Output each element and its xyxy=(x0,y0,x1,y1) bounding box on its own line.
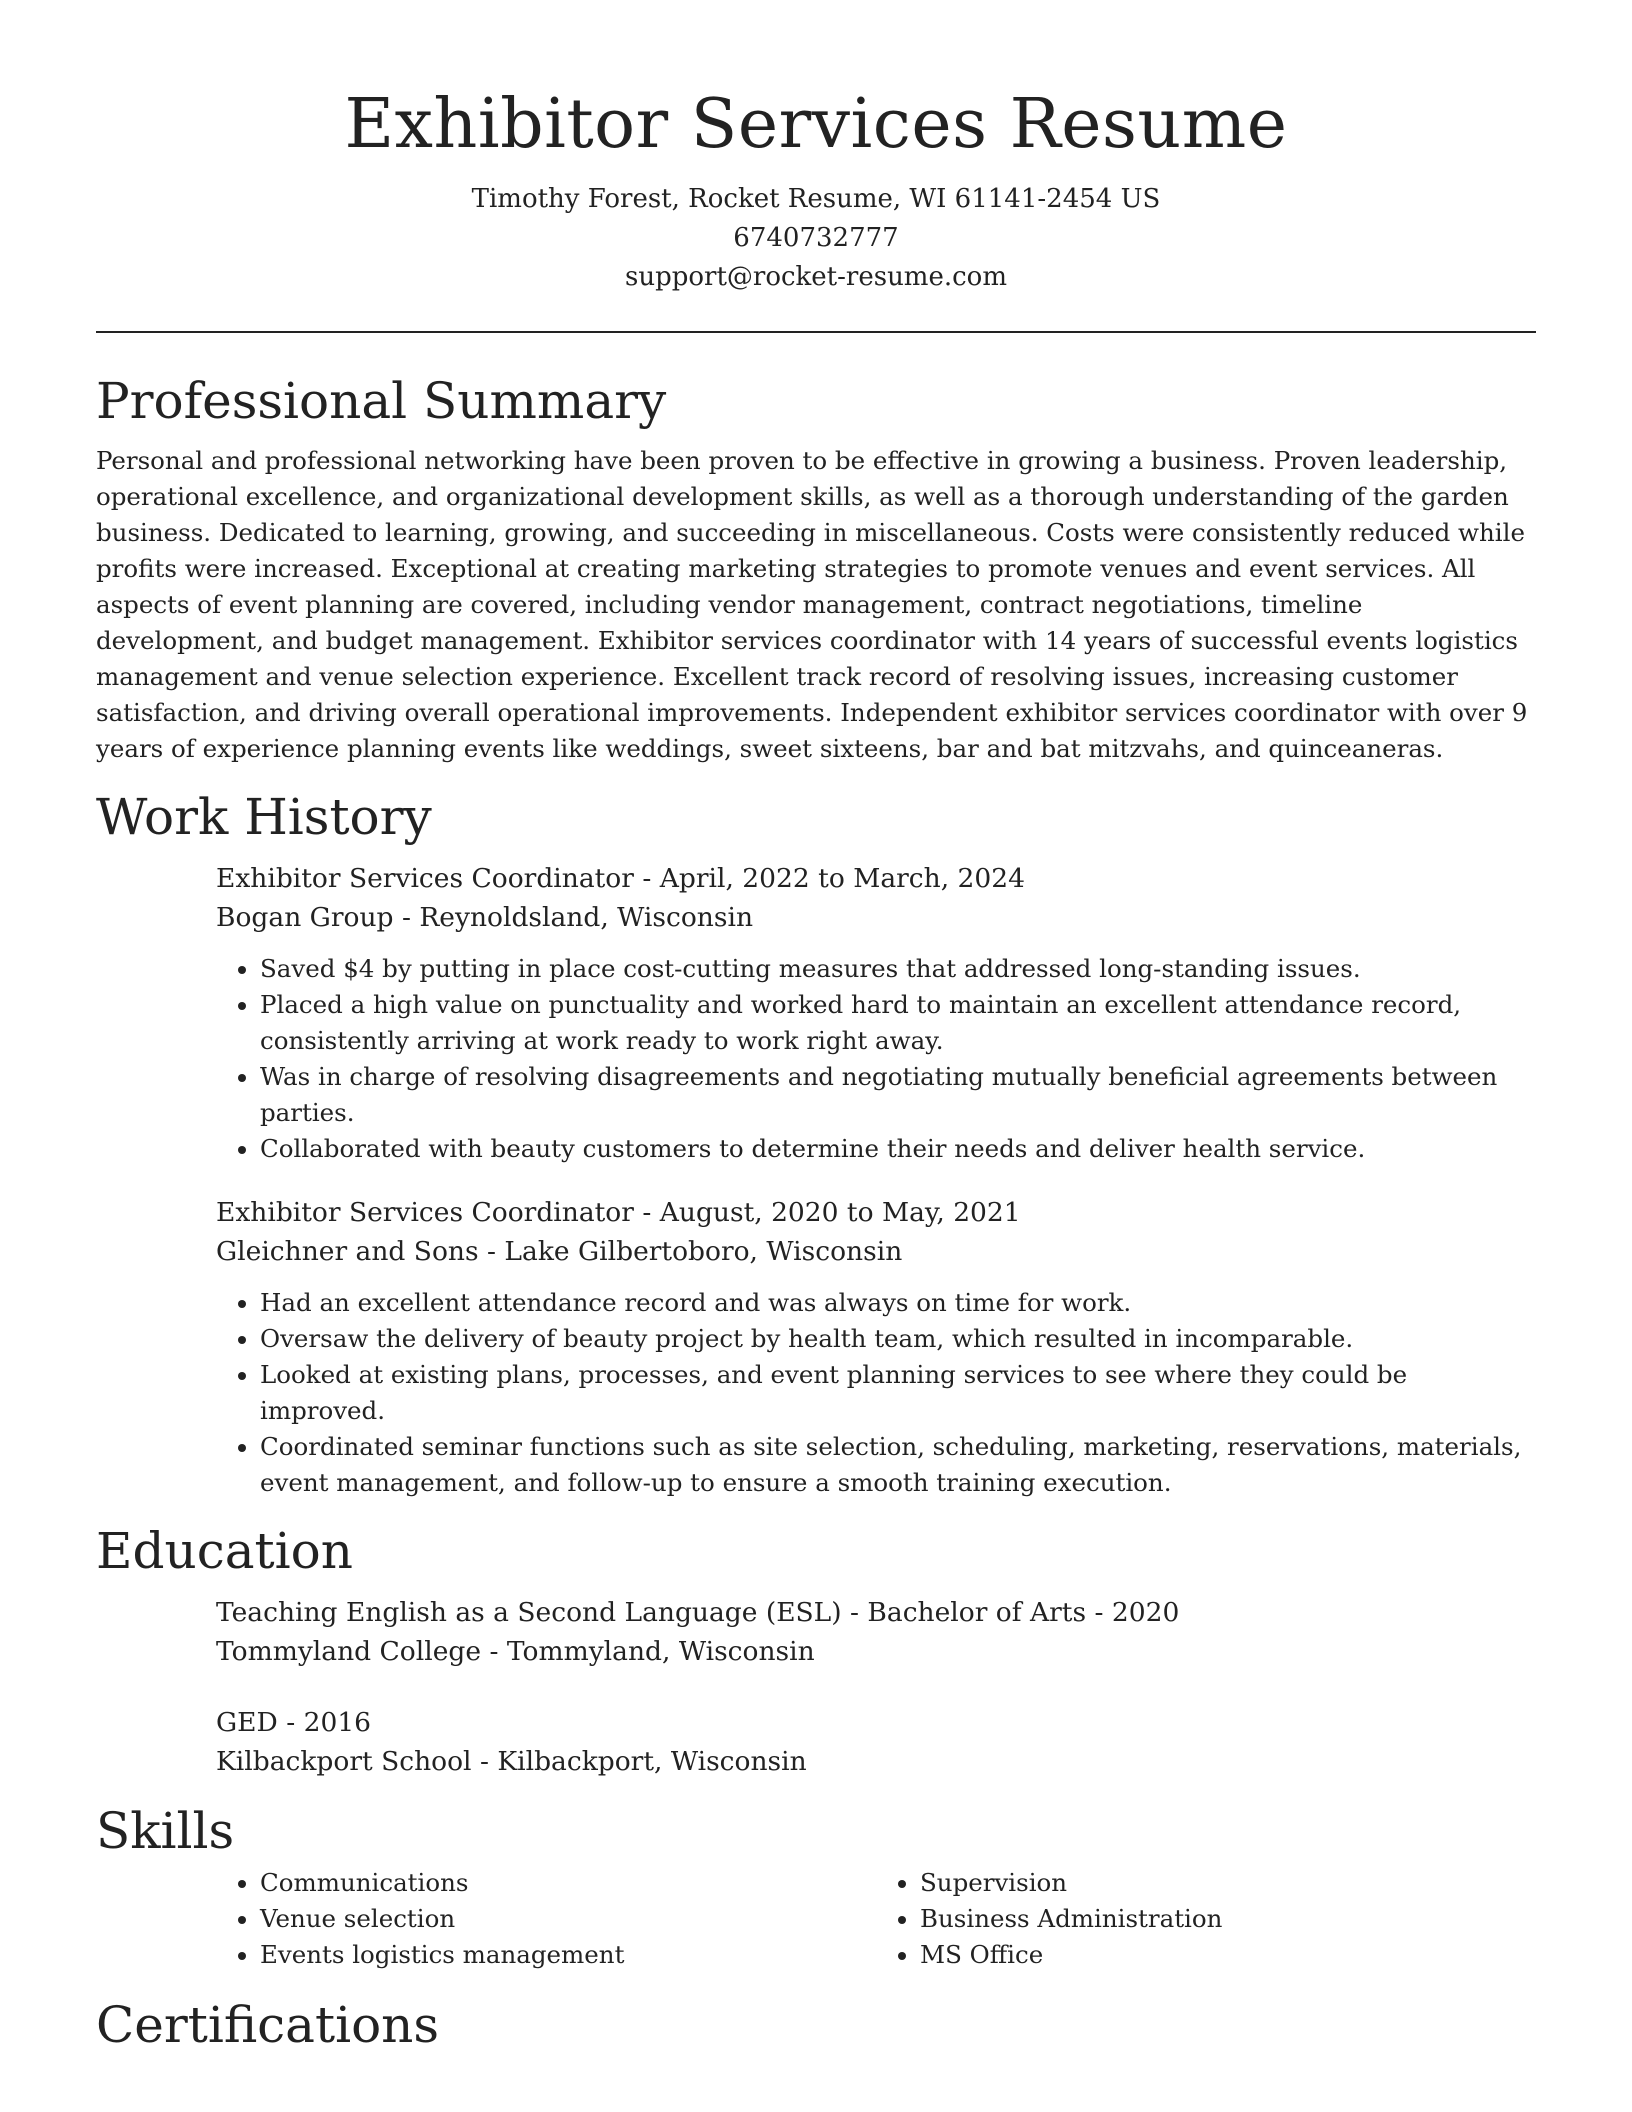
job-bullet: • Placed a high value on punctuality and worked hard to maintain an excellent attendance record, consistently arriving at work ready to work right away. xyxy=(260,987,1536,1059)
job-location: Reynoldsland, Wisconsin xyxy=(419,901,754,933)
education-location: Tommyland, Wisconsin xyxy=(506,1635,815,1667)
contact-email: support@rocket-resume.com xyxy=(624,261,1007,292)
education-year: 2020 xyxy=(1111,1596,1180,1628)
resume-title: Exhibitor Services Resume xyxy=(344,85,1288,164)
education-year: 2016 xyxy=(303,1706,372,1738)
job-bullets xyxy=(216,951,1536,1167)
education-school: Tommyland College xyxy=(216,1635,482,1667)
job-location: Lake Gilbertoboro, Wisconsin xyxy=(504,1235,903,1267)
job-company: Gleichner and Sons xyxy=(216,1235,479,1267)
education-dash: - xyxy=(1094,1596,1112,1628)
skill-item: • Supervision xyxy=(920,1865,1536,1901)
job-title-line xyxy=(216,859,1536,898)
education-dash: - xyxy=(489,1635,507,1667)
education-entry xyxy=(216,1593,1536,1671)
contact-address: Timothy Forest, Rocket Resume, WI 61141-2454 US xyxy=(471,183,1161,214)
education-degree-line xyxy=(216,1703,1536,1742)
job-title-line xyxy=(216,1193,1536,1232)
job-bullet: • Saved $4 by putting in place cost-cutting measures that addressed long-standing issues. xyxy=(260,951,1536,987)
summary-heading: Professional Summary xyxy=(96,371,667,430)
job-entry xyxy=(216,859,1536,1167)
summary-text: Personal and professional networking have been proven to be effective in growing a business. Proven leadership, operational excellence, and organizational development skills, as well as a thorough understanding of the garden business. Dedicated to learning, growing, and succeeding in miscellaneous. Costs were consistently reduced while profits were increased. Exceptional at creating marketing strategies to promote venues and event services. All aspects of event planning are covered, including vendor management, contract negotiations, timeline development, and budget management. Exhibitor services coordinator with 14 years of successful events logistics management and venue selection experience. Excellent track record of resolving issues, increasing customer satisfaction, and driving overall operational improvements. Independent exhibitor services coordinator with over 9 years of experience planning events like weddings, sweet sixteens, bar and bat mitzvahs, and quinceaneras. xyxy=(96,445,1528,763)
job-dash: - xyxy=(487,1235,505,1267)
education-heading: Education xyxy=(96,1521,353,1580)
job-dash: - xyxy=(401,901,420,933)
education-degree-line xyxy=(216,1593,1536,1632)
job-company-line xyxy=(216,898,1536,937)
contact-phone: 6740732777 xyxy=(733,222,899,253)
skills-heading: Skills xyxy=(96,1801,235,1860)
skill-item: • Venue selection xyxy=(260,1901,876,1937)
skills-list-right xyxy=(876,1865,1536,1973)
job-bullet: • Had an excellent attendance record and was always on time for work. xyxy=(260,1285,1536,1321)
job-title: Exhibitor Services Coordinator xyxy=(216,1196,634,1228)
skill-item: • Events logistics management xyxy=(260,1937,876,1973)
job-dash: - xyxy=(642,862,660,894)
education-school-line xyxy=(216,1742,1536,1781)
education-school-line xyxy=(216,1632,1536,1671)
education-degree: GED xyxy=(216,1706,278,1738)
job-bullet: • Coordinated seminar functions such as site selection, scheduling, marketing, reservations, materials, event management, and follow-up to ensure a smooth training execution. xyxy=(260,1429,1536,1501)
skill-item: • Business Administration xyxy=(920,1901,1536,1937)
certifications-heading: Certifications xyxy=(96,1995,440,2054)
education-entry xyxy=(216,1703,1536,1781)
education-location: Kilbackport, Wisconsin xyxy=(497,1745,807,1777)
work-history-heading: Work History xyxy=(96,787,432,846)
education-degree: Teaching English as a Second Language (ESL) - Bachelor of Arts xyxy=(216,1596,1087,1628)
job-company: Bogan Group xyxy=(216,901,394,933)
skill-item: • Communications xyxy=(260,1865,876,1901)
skill-item: • MS Office xyxy=(920,1937,1536,1973)
header-divider xyxy=(96,331,1536,333)
job-dash: - xyxy=(642,1196,660,1228)
job-bullet: • Collaborated with beauty customers to determine their needs and deliver health service. xyxy=(260,1131,1536,1167)
job-bullet: • Looked at existing plans, processes, and event planning services to see where they could be improved. xyxy=(260,1357,1536,1429)
education-dash: - xyxy=(479,1745,498,1777)
skills-list-left xyxy=(216,1865,876,1973)
education-school: Kilbackport School xyxy=(216,1745,472,1777)
job-bullets xyxy=(216,1285,1536,1501)
job-bullet: • Was in charge of resolving disagreements and negotiating mutually beneficial agreements between parties. xyxy=(260,1059,1536,1131)
skills-columns xyxy=(216,1865,1536,1973)
job-bullet: • Oversaw the delivery of beauty project by health team, which resulted in incomparable. xyxy=(260,1321,1536,1357)
job-entry xyxy=(216,1193,1536,1501)
job-company-line xyxy=(216,1232,1536,1271)
contact-block xyxy=(96,180,1536,297)
job-dates: August, 2020 to May, 2021 xyxy=(659,1196,1021,1228)
education-dash: - xyxy=(286,1706,304,1738)
job-dates: April, 2022 to March, 2024 xyxy=(659,862,1025,894)
resume-page xyxy=(96,0,1536,2055)
job-title: Exhibitor Services Coordinator xyxy=(216,862,634,894)
